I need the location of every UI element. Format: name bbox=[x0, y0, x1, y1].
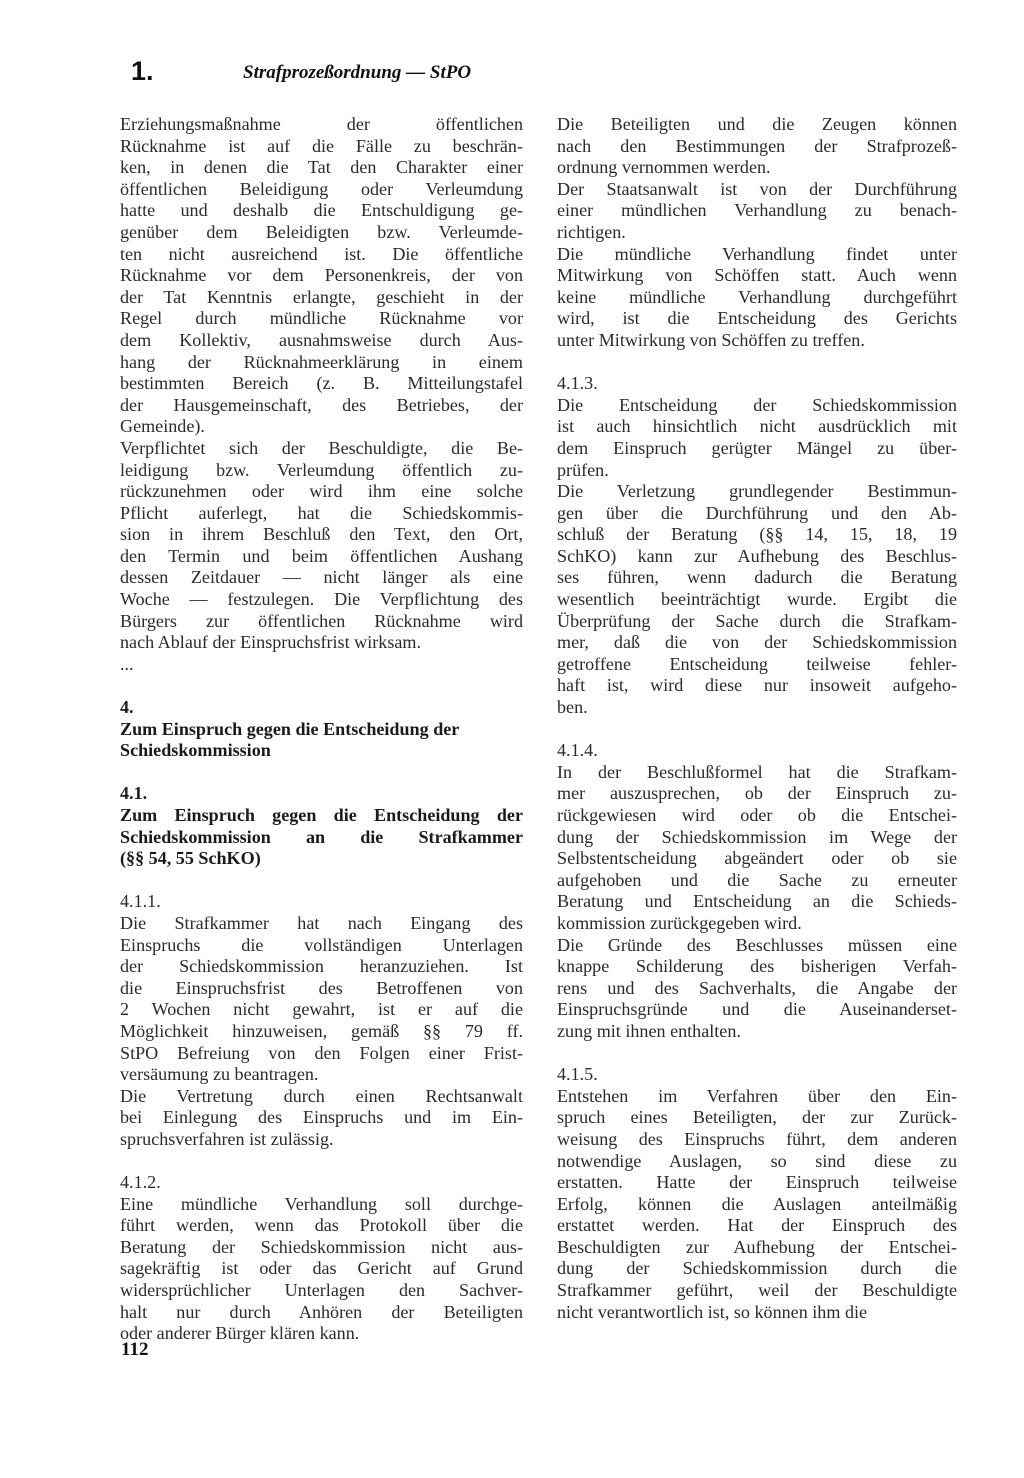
text-line: mer, daß die von der Schiedskommission bbox=[557, 632, 957, 653]
text-line: erstattet werden. Hat der Einspruch des bbox=[557, 1215, 957, 1236]
section-number: 4.1.1. bbox=[120, 891, 161, 912]
text-line: Überprüfung der Sache durch die Strafkam- bbox=[557, 610, 957, 631]
text-line: Erziehungsmaßnahme der öffentlichen bbox=[120, 114, 523, 134]
section-number: 4.1.4. bbox=[557, 740, 598, 761]
section-heading bbox=[120, 805, 523, 870]
text-line: Beratung und Entscheidung an die Schieds- bbox=[557, 891, 957, 912]
text-line: Rücknahme vor dem Personenkreis, der von bbox=[120, 265, 523, 286]
paragraph bbox=[120, 1194, 523, 1345]
text-line: schluß der Beratung (§§ 14, 15, 18, 19 bbox=[557, 524, 957, 545]
paragraph bbox=[120, 438, 523, 654]
text-line: Zum Einspruch gegen die Entscheidung der bbox=[120, 718, 460, 739]
text-line: zung mit ihnen enthalten. bbox=[557, 1020, 741, 1041]
text-line: Die Verletzung grundlegender Bestimmun- bbox=[557, 481, 957, 502]
section-number: 4.1.2. bbox=[120, 1172, 161, 1193]
text-line: Die Entscheidung der Schiedskommission bbox=[557, 394, 957, 415]
text-line: keine mündliche Verhandlung durchgeführt bbox=[557, 286, 957, 307]
text-line: Zum Einspruch gegen die Entscheidung der bbox=[120, 805, 523, 825]
text-line: ben. bbox=[557, 697, 588, 718]
text-line: Mitwirkung von Schöffen statt. Auch wenn bbox=[557, 265, 957, 286]
text-line: nicht verantwortlich ist, so können ihm die bbox=[557, 1301, 868, 1322]
text-line: der Hausgemeinschaft, des Betriebes, der bbox=[120, 394, 523, 415]
running-title: Strafprozeßordnung — StPO bbox=[243, 62, 472, 83]
text-line: Einspruchsgründe und die Auseinanderset- bbox=[557, 999, 957, 1020]
text-line: Die mündliche Verhandlung findet unter bbox=[557, 243, 957, 264]
text-line: sion in ihrem Beschluß den Text, den Ort, bbox=[120, 524, 523, 545]
left-column bbox=[120, 114, 523, 1345]
text-line: dem Kollektiv, ausnahmsweise durch Aus- bbox=[120, 329, 523, 350]
text-line: Die Strafkammer hat nach Eingang des bbox=[120, 912, 523, 933]
text-line: spruch eines Beteiligten, der zur Zurück- bbox=[557, 1107, 957, 1128]
text-line: dessen Zeitdauer — nicht länger als eine bbox=[120, 567, 523, 588]
text-line: knappe Schilderung des bisherigen Verfah- bbox=[557, 956, 957, 977]
text-line: der Schiedskommission heranzuziehen. Ist bbox=[120, 956, 523, 977]
text-line: weisung des Einspruchs führt, dem anderen bbox=[557, 1128, 957, 1149]
text-line: Die Gründe des Beschlusses müssen eine bbox=[557, 934, 957, 955]
text-line: ken, in denen die Tat den Charakter einer bbox=[120, 157, 523, 178]
text-line: notwendige Auslagen, so sind diese zu bbox=[557, 1150, 957, 1171]
text-line: Beratung der Schiedskommission nicht aus- bbox=[120, 1236, 523, 1257]
text-line: ten nicht ausreichend ist. Die öffentliche bbox=[120, 243, 523, 264]
text-line: aufgehoben und die Sache zu erneuter bbox=[557, 869, 957, 890]
text-line: In der Beschlußformel hat die Strafkam- bbox=[557, 761, 957, 782]
text-line: Verpflichtet sich der Beschuldigte, die Be- bbox=[120, 437, 523, 458]
text-line: Gemeinde). bbox=[120, 416, 205, 437]
text-line: ordnung vernommen werden. bbox=[557, 157, 771, 178]
paragraph bbox=[557, 244, 957, 352]
text-line: Die Vertretung durch einen Rechtsanwalt bbox=[120, 1085, 523, 1106]
text-line: 2 Wochen nicht gewahrt, ist er auf die bbox=[120, 999, 523, 1020]
text-line: Schiedskommission an die Strafkammer bbox=[120, 826, 523, 847]
paragraph bbox=[120, 1086, 523, 1151]
text-line: wird, ist die Entscheidung des Gerichts bbox=[557, 308, 957, 329]
text-line: dem Einspruch gerügter Mängel zu über- bbox=[557, 437, 957, 458]
text-line: Schiedskommission bbox=[120, 740, 271, 761]
text-line: halt nur durch Anhören der Beteiligten bbox=[120, 1301, 523, 1322]
text-line: sagekräftig ist oder das Gericht auf Grund bbox=[120, 1258, 523, 1279]
section-heading bbox=[120, 719, 523, 762]
paragraph bbox=[557, 1086, 957, 1324]
text-line: versäumung zu beantragen. bbox=[120, 1064, 319, 1085]
text-line: der Tat Kenntnis erlangte, geschieht in der bbox=[120, 286, 523, 307]
paragraph bbox=[557, 935, 957, 1043]
text-line: Der Staatsanwalt ist von der Durchführung bbox=[557, 178, 957, 199]
text-line: dung der Schiedskommission im Wege der bbox=[557, 826, 957, 847]
paragraph bbox=[557, 762, 957, 935]
text-line: StPO Befreiung von den Folgen einer Frist- bbox=[120, 1042, 523, 1063]
text-line: genüber dem Beleidigten bzw. Verleumde- bbox=[120, 221, 523, 242]
text-line: hatte und deshalb die Entschuldigung ge- bbox=[120, 200, 523, 221]
text-line: Die Beteiligten und die Zeugen können bbox=[557, 114, 957, 134]
chapter-number: 1. bbox=[131, 56, 154, 86]
paragraph bbox=[120, 114, 523, 438]
text-line: haft ist, wird diese nur insoweit aufgeho- bbox=[557, 675, 957, 696]
section-number: 4.1. bbox=[120, 783, 148, 804]
paragraph bbox=[557, 179, 957, 244]
text-line: Strafkammer geführt, weil der Beschuldigte bbox=[557, 1280, 957, 1301]
paragraph bbox=[557, 114, 957, 179]
right-column bbox=[557, 114, 957, 1323]
text-line: nach Ablauf der Einspruchsfrist wirksam. bbox=[120, 632, 421, 653]
paragraph bbox=[557, 395, 957, 481]
text-line: Entstehen im Verfahren über den Ein- bbox=[557, 1085, 957, 1106]
text-line: erstatten. Hatte der Einspruch teilweise bbox=[557, 1172, 957, 1193]
text-line: mer auszusprechen, ob der Einspruch zu- bbox=[557, 783, 957, 804]
text-line: Einspruchs die vollständigen Unterlagen bbox=[120, 934, 523, 955]
section-number: 4. bbox=[120, 697, 134, 718]
text-line: Bürgers zur öffentlichen Rücknahme wird bbox=[120, 610, 523, 631]
text-line: dung der Schiedskommission durch die bbox=[557, 1258, 957, 1279]
text-line: Woche — festzulegen. Die Verpflichtung des bbox=[120, 589, 523, 610]
text-line: Rücknahme ist auf die Fälle zu beschrän- bbox=[120, 135, 523, 156]
page-number: 112 bbox=[121, 1339, 149, 1360]
text-line: leidigung bzw. Verleumdung öffentlich zu- bbox=[120, 459, 523, 480]
text-line: getroffene Entscheidung teilweise fehler- bbox=[557, 653, 957, 674]
text-line: rückgewiesen wird oder ob die Entschei- bbox=[557, 805, 957, 825]
ellipsis: ... bbox=[120, 653, 134, 674]
section-number: 4.1.5. bbox=[557, 1064, 598, 1085]
text-line: ist auch hinsichtlich nicht ausdrücklich mit bbox=[557, 416, 957, 437]
text-line: unter Mitwirkung von Schöffen zu treffen. bbox=[557, 329, 865, 350]
text-line: Eine mündliche Verhandlung soll durchge- bbox=[120, 1193, 523, 1214]
text-line: wesentlich beeinträchtigt wurde. Ergibt die bbox=[557, 589, 957, 610]
text-line: widersprüchlicher Unterlagen den Sachver- bbox=[120, 1280, 523, 1301]
text-line: ses führen, wenn dadurch die Beratung bbox=[557, 567, 957, 588]
text-line: Regel durch mündliche Rücknahme vor bbox=[120, 308, 523, 329]
text-line: die Einspruchsfrist des Betroffenen von bbox=[120, 977, 523, 998]
text-line: richtigen. bbox=[557, 221, 626, 242]
text-line: rückzunehmen oder wird ihm eine solche bbox=[120, 481, 523, 502]
text-line: spruchsverfahren ist zulässig. bbox=[120, 1128, 334, 1149]
section-number: 4.1.3. bbox=[557, 373, 598, 394]
text-line: öffentlichen Beleidigung oder Verleumdung bbox=[120, 178, 523, 199]
text-line: prüfen. bbox=[557, 459, 609, 480]
text-line: rens und des Sachverhalts, die Angabe der bbox=[557, 977, 957, 998]
text-line: Erfolg, können die Auslagen anteilmäßig bbox=[557, 1193, 957, 1214]
text-line: hang der Rücknahmeerklärung in einem bbox=[120, 351, 523, 372]
text-line: oder anderer Bürger klären kann. bbox=[120, 1323, 360, 1344]
text-line: einer mündlichen Verhandlung zu benach- bbox=[557, 200, 957, 221]
paragraph bbox=[557, 481, 957, 719]
text-line: Selbstentscheidung abgeändert oder ob sie bbox=[557, 848, 957, 869]
text-line: den Termin und beim öffentlichen Aushang bbox=[120, 545, 523, 566]
paragraph bbox=[120, 913, 523, 1086]
text-line: nach den Bestimmungen der Strafprozeß- bbox=[557, 135, 957, 156]
text-line: (§§ 54, 55 SchKO) bbox=[120, 848, 261, 869]
text-line: Pflicht auferlegt, hat die Schiedskommis- bbox=[120, 502, 523, 523]
text-line: führt werden, wenn das Protokoll über die bbox=[120, 1215, 523, 1236]
text-line: Beschuldigten zur Aufhebung der Entschei- bbox=[557, 1236, 957, 1257]
text-line: gen über die Durchführung und den Ab- bbox=[557, 502, 957, 523]
text-line: bestimmten Bereich (z. B. Mitteilungstafel bbox=[120, 373, 523, 394]
text-line: bei Einlegung des Einspruchs und im Ein- bbox=[120, 1107, 523, 1128]
text-line: kommission zurückgegeben wird. bbox=[557, 912, 802, 933]
text-line: SchKO) kann zur Aufhebung des Beschlus- bbox=[557, 545, 957, 566]
text-line: Möglichkeit hinzuweisen, gemäß §§ 79 ff. bbox=[120, 1020, 523, 1041]
